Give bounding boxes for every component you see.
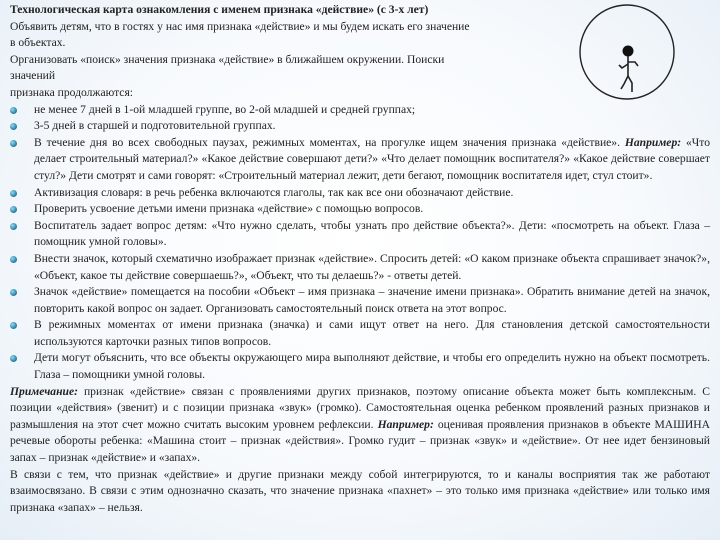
list-item: В течение дня во всех свободных паузах, режимных моментах, на прогулке ищем значения признака «действие». Например: «Что делает строительный материал?» «Какое действие совершают дети?» «Что делает помощник воспитателя?» «Какое действие совершает стул?» Дети смотрят и сами говорят: «Строительный материал лежит, дети бегают, помощник воспитателя идет, стул стоит». <box>10 135 710 185</box>
intro-line-1: Объявить детям, что в гостях у нас имя признака «действие» и мы будем искать его значение <box>10 19 470 33</box>
list-item: В режимных моментах от имени признака (значка) и сами ищут ответ на него. Для становления детской самостоятельности используются карточки разных типов вопросов. <box>10 317 710 350</box>
intro-line-4: значений <box>10 69 56 83</box>
note-label: Примечание: <box>10 384 78 398</box>
list-item: Воспитатель задает вопрос детям: «Что нужно сделать, чтобы узнать про действие объекта?». Дети: «посмотреть на объект. Глаза – помощник умной головы». <box>10 218 710 251</box>
list-item: 3-5 дней в старшей и подготовительной группах. <box>10 118 710 135</box>
note-paragraph: Примечание: признак «действие» связан с проявлениями других признаков, поэтому описание объекта может быть комплексным. С позиции «действия» (звенит) и с позиции признака «звук» (громко). Самостоятельная оценка ребенком проявлений разных признаков и размышления на этот счет можно считать высоким уровнем рефлексии. Например: оценивая проявления признаков в объекте МАШИНА речевые обороты ребенка: «Машина стоит – признак «действия». Громко гудит – признак «звук» и «действие». От нее идет бензиновый запах – признак «действие» и «запах». <box>10 384 710 465</box>
list-item: Значок «действие» помещается на пособии «Объект – имя признака – значение имени признака». Обратить внимание детей на значок, повторить какой вопрос он задает. Организовать самостоятельный поиск ответа на этот вопрос. <box>10 284 710 317</box>
intro-line-2: в объектах. <box>10 36 66 50</box>
list-item: Дети могут объяснить, что все объекты окружающего мира выполняют действие, и чтобы его определить нужно на объект посмотреть. Глаза – помощники умной головы. <box>10 350 710 383</box>
list-item: Активизация словаря: в речь ребенка включаются глаголы, так как все они обозначают действие. <box>10 185 710 202</box>
running-figure-in-circle-icon <box>577 2 677 102</box>
list-item: Внести значок, который схематично изображает признак «действие». Спросить детей: «О каком признаке объекта спрашивает значок?», «Объект, какое ты действие совершаешь?», «Объект, что ты делаешь?» - ответы детей. <box>10 251 710 284</box>
intro-line-5: признака продолжаются: <box>10 85 134 99</box>
intro-line-3: Организовать «поиск» значения признака «действие» в ближайшем окружении. Поиски <box>10 52 445 66</box>
list-item: Проверить усвоение детьми имени признака «действие» с помощью вопросов. <box>10 201 710 218</box>
list-item: не менее 7 дней в 1-ой младшей группе, во 2-ой младшей и средней группах; <box>10 102 710 119</box>
action-sign-figure <box>577 2 677 102</box>
document-title: Технологическая карта ознакомления с именем признака «действие» (с 3-х лет) <box>10 3 429 16</box>
note-example-label: Например: <box>377 417 434 431</box>
final-paragraph: В связи с тем, что признак «действие» и другие признаки между собой интегрируются, то и каналы восприятия так же работают взаимосвязано. В связи с этим однозначно сказать, что значение признака «пахнет» – это только имя признака «действие» или только имя признака «запах» – нельзя. <box>10 467 710 514</box>
bullet-list <box>10 102 710 384</box>
example-label: Например: <box>624 135 682 149</box>
